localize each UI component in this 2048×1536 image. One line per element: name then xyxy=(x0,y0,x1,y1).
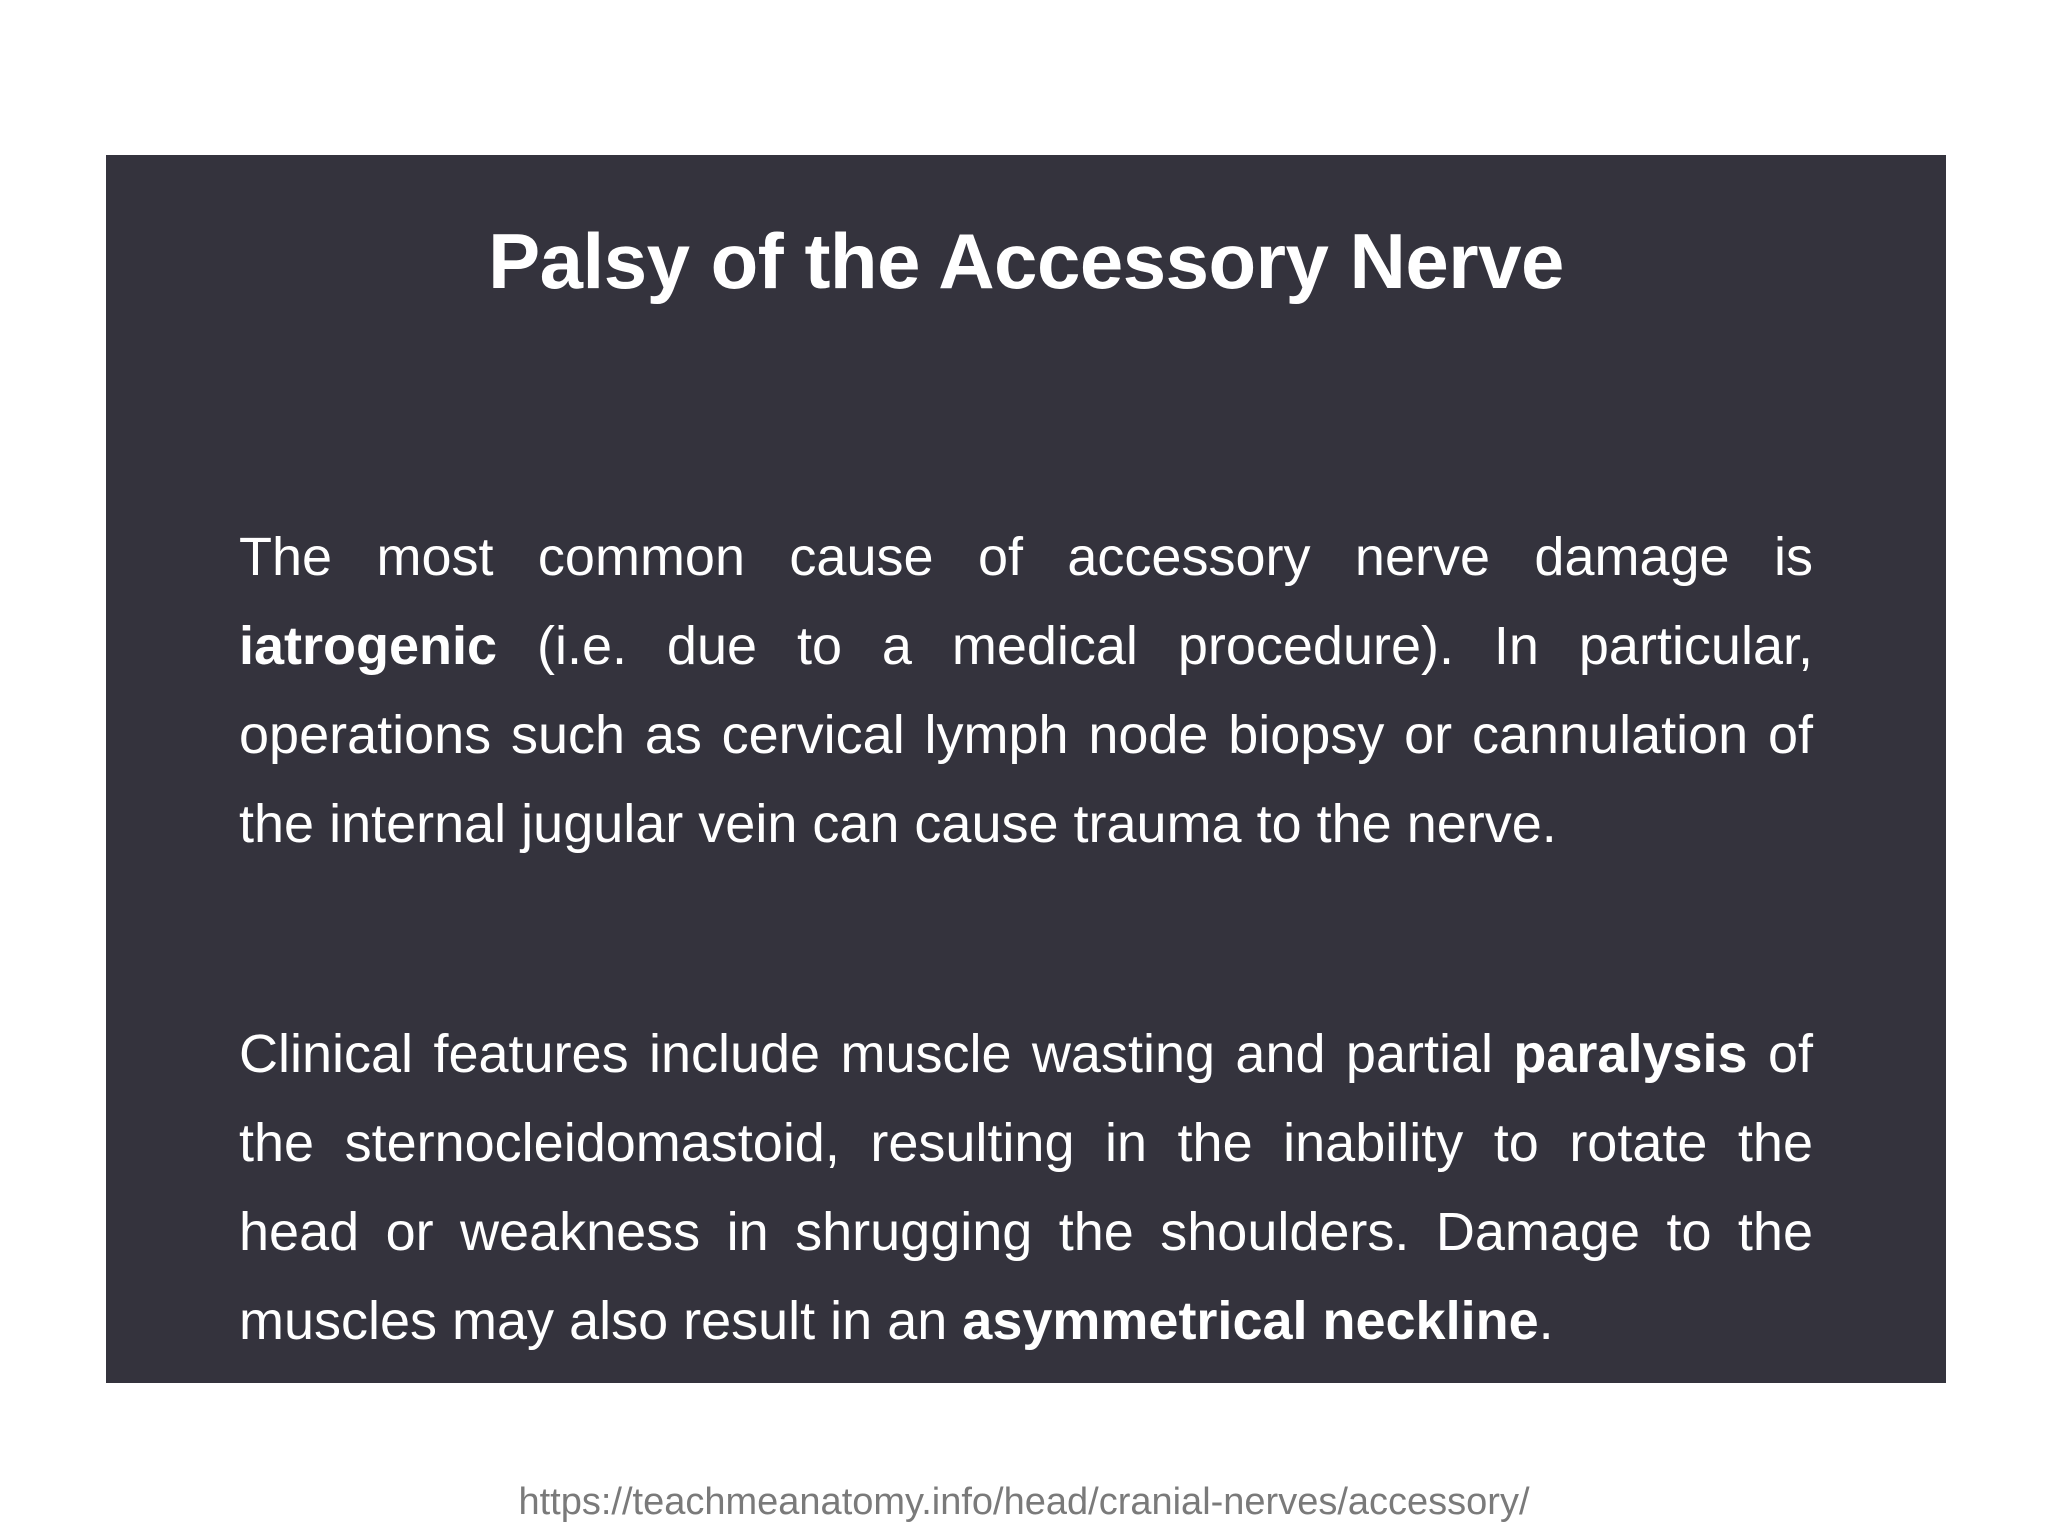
keyword-asymmetrical-neckline: asymmetrical neckline xyxy=(962,1291,1539,1351)
paragraph-clinical-text-2: of the sternocleidomastoid, resulting in the inability to rotate the head or weakness in shrugging the shoulders. Damage to the muscles may also result in an xyxy=(239,1024,1813,1351)
paragraph-cause-text-2: (i.e. due to a medical procedure). In particular, operations such as cervical lymph node biopsy or cannulation of the internal jugular vein can cause trauma to the nerve. xyxy=(239,616,1813,854)
content-panel xyxy=(106,155,1946,1383)
paragraph-clinical-text-3: . xyxy=(1538,1291,1554,1351)
keyword-paralysis: paralysis xyxy=(1513,1024,1748,1084)
source-url: https://teachmeanatomy.info/head/cranial-nerves/accessory/ xyxy=(518,1481,1530,1523)
keyword-iatrogenic: iatrogenic xyxy=(239,616,498,676)
paragraph-clinical-text-1: Clinical features include muscle wasting and partial xyxy=(239,1024,1514,1084)
slide-title: Palsy of the Accessory Nerve xyxy=(488,217,1564,305)
paragraph-clinical-features xyxy=(239,1010,1813,1366)
paragraph-cause-text-1: The most common cause of accessory nerve damage is xyxy=(239,527,1813,587)
paragraph-cause xyxy=(239,513,1813,869)
